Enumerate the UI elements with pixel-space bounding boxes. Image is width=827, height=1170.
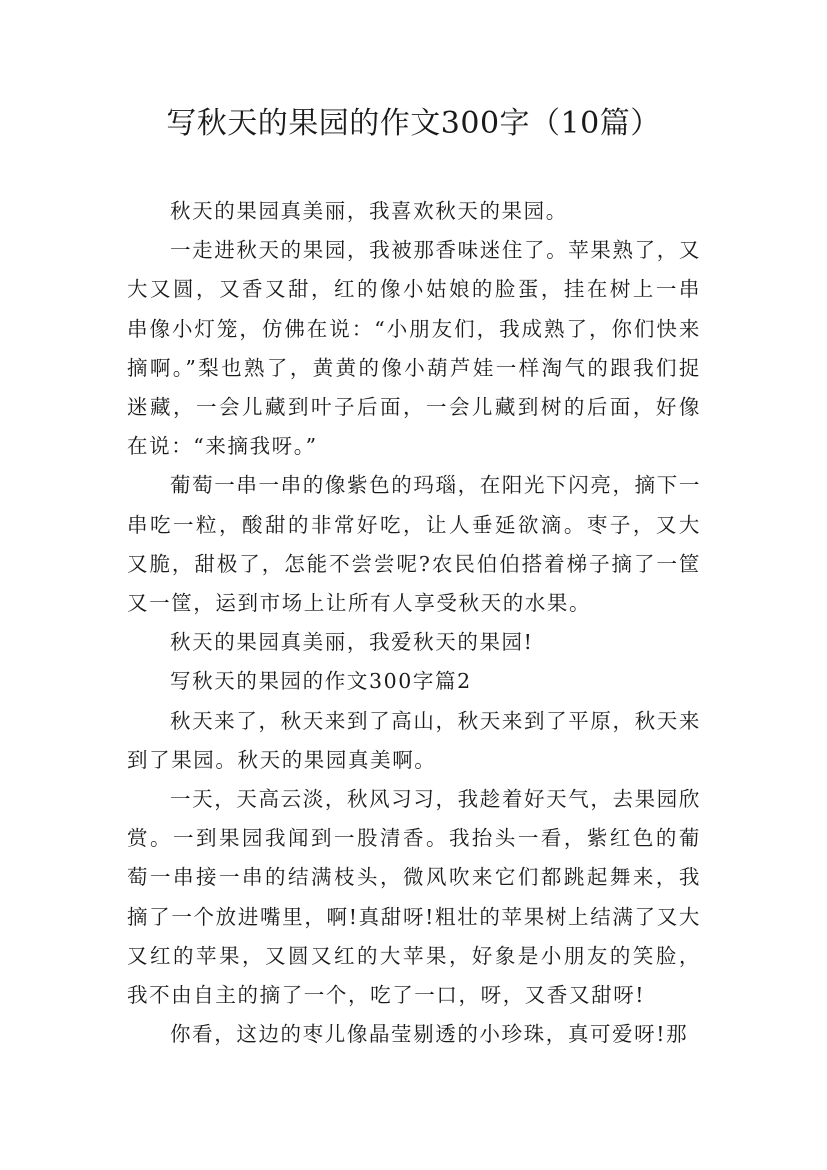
document-title: 写秋天的果园的作文300字（10篇） [166,106,661,141]
paragraph: 秋天的果园真美丽，我喜欢秋天的果园。 [170,199,568,223]
paragraph: 秋天的果园真美丽，我爱秋天的果园! [170,630,534,655]
paragraph: 一走进秋天的果园，我被那香味迷住了。苹果熟了，又大又圆，又香又甜，红的像小姑娘的脸蛋，挂在树上一串串像小灯笼，仿佛在说：“小朋友们，我成熟了，你们快来摘啊。”梨也熟了，黄黄的像小葫芦娃一样淘气的跟我们捉迷藏，一会儿藏到叶子后面，一会儿藏到树的后面，好像在说：“来摘我呀。” [127,238,701,459]
section-heading: 写秋天的果园的作文300字篇2 [170,669,472,694]
paragraph: 葡萄一串一串的像紫色的玛瑙，在阳光下闪亮，摘下一串吃一粒，酸甜的非常好吃，让人垂延欲滴。枣子，又大又脆，甜极了，怎能不尝尝呢?农民伯伯搭着梯子摘了一筐又一筐，运到市场上让所有人享受秋天的水果。 [127,473,701,616]
paragraph: 秋天来了，秋天来到了高山，秋天来到了平原，秋天来到了果园。秋天的果园真美啊。 [127,708,701,772]
paragraph: 你看，这边的枣儿像晶莹剔透的小珍珠，真可爱呀!那 [170,1022,689,1047]
paragraph: 一天，天高云淡，秋风习习，我趁着好天气，去果园欣赏。一到果园我闻到一股清香。我抬头一看，紫红色的葡萄一串接一串的结满枝头，微风吹来它们都跳起舞来，我摘了一个放进嘴里，啊!真甜呀!粗壮的苹果树上结满了又大又红的苹果，又圆又红的大苹果，好象是小朋友的笑脸，我不由自主的摘了一个，吃了一口，呀，又香又甜呀! [127,787,701,1008]
document-body [127,192,701,1054]
